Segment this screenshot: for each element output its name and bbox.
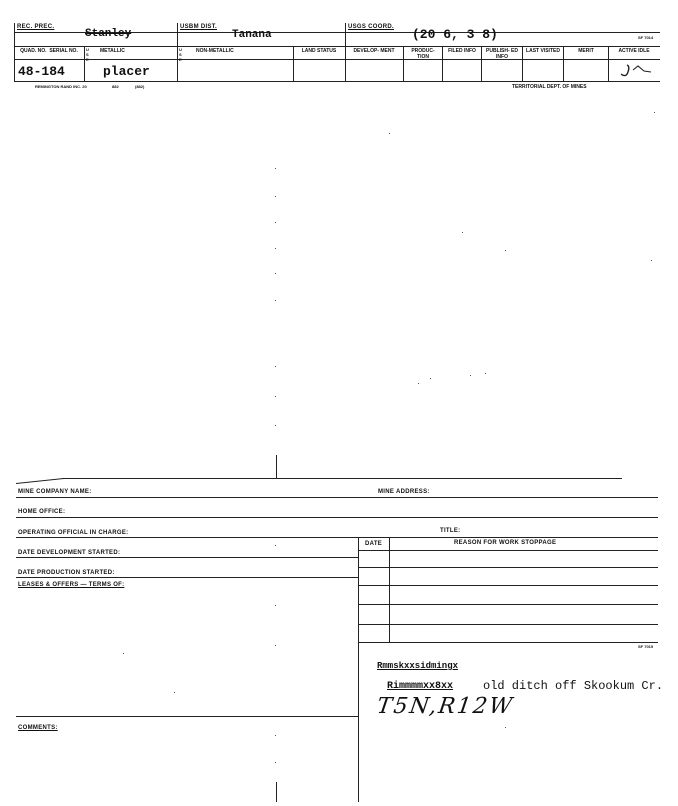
production-label: PRODUC- TION (411, 48, 435, 60)
speck (275, 273, 276, 274)
leases-offers-label: LEASES & OFFERS — TERMS OF: (18, 582, 125, 588)
rule (16, 537, 658, 538)
handwritten-township: T5N,R12W (375, 694, 516, 719)
col-divider (481, 46, 482, 81)
col-divider (403, 46, 404, 81)
speck (275, 168, 276, 169)
stoppage-date-divider (389, 537, 390, 642)
col-quad-serial (16, 48, 82, 54)
speck (275, 762, 276, 763)
speck (275, 366, 276, 367)
col-divider (442, 46, 443, 81)
stoppage-reason-header: REASON FOR WORK STOPPAGE (454, 540, 557, 546)
center-fold-mark (276, 455, 277, 478)
printer-mark: REMINGTON RAND INC. 20 (35, 84, 87, 89)
date-production-label: DATE PRODUCTION STARTED: (18, 570, 115, 576)
use-b-label: U S E (179, 47, 182, 62)
col-divider (293, 46, 294, 81)
filed-info-label: FILED INFO (448, 48, 476, 54)
stoppage-rule (358, 604, 658, 605)
struck-note-line1: Rmmskxxsidmingx (377, 661, 459, 671)
speck (275, 222, 276, 223)
use-a-label: U S E (86, 47, 89, 62)
speck (275, 396, 276, 397)
speck (123, 653, 124, 654)
usgs-coord-value: (20 6, 3 8) (412, 27, 498, 42)
home-office-label: HOME OFFICE: (18, 509, 66, 515)
col-divider (345, 23, 346, 81)
speck (275, 645, 276, 646)
speck (275, 605, 276, 606)
col-divider (522, 46, 523, 81)
form-code-top: SF 7014 (638, 35, 654, 40)
speck (275, 735, 276, 736)
speck (470, 375, 471, 376)
mine-company-name-label: MINE COMPANY NAME: (18, 489, 92, 495)
col-divider (177, 23, 178, 81)
active-idle-label: ACTIVE IDLE (618, 48, 650, 54)
development-label: DEVELOP- MENT (353, 48, 395, 54)
speck (505, 250, 506, 251)
stoppage-rule (358, 642, 658, 643)
speck (275, 425, 276, 426)
metallic-label: METALLIC (100, 48, 125, 54)
rule (16, 557, 358, 558)
merit-label: MERIT (578, 48, 594, 54)
check-mark-icon (618, 60, 654, 80)
speck (654, 112, 655, 113)
date-development-label: DATE DEVELOPMENT STARTED: (18, 550, 121, 556)
col-divider (608, 46, 609, 81)
usgs-coord-label: USGS COORD. (348, 24, 394, 30)
form-code-bottom: SF 7015 (638, 644, 654, 649)
rec-prec-label: REC. PREC. (17, 24, 55, 30)
speck (505, 727, 506, 728)
speck (430, 378, 431, 379)
location-note: old ditch off Skookum Cr. (483, 679, 664, 693)
quad-serial-value: 48-184 (18, 64, 65, 79)
speck (174, 692, 175, 693)
usbm-dist-label: USBM DIST. (180, 24, 218, 30)
quad-no-label: QUAD. NO. (20, 48, 47, 54)
metallic-value: placer (103, 64, 150, 79)
stoppage-rule (358, 624, 658, 625)
speck (485, 373, 486, 374)
printer-code-alt: (882) (135, 84, 145, 89)
non-metallic-label: NON-METALLIC (196, 48, 234, 54)
land-status-label: LAND STATUS (301, 48, 337, 54)
stoppage-rule (358, 567, 658, 568)
col-divider (84, 46, 85, 81)
stoppage-date-header: DATE (365, 541, 383, 547)
rule (16, 517, 658, 518)
operating-official-label: OPERATING OFFICIAL IN CHARGE: (18, 530, 129, 536)
struck-note-line2: Rimmmmxx8xx (387, 681, 454, 692)
rule (16, 716, 358, 717)
department-label: TERRITORIAL DEPT. OF MINES (512, 84, 587, 90)
comments-label: COMMENTS: (18, 725, 58, 731)
mine-address-label: MINE ADDRESS: (378, 489, 430, 495)
fold-rule-left (16, 478, 64, 484)
stoppage-rule (358, 585, 658, 586)
speck (462, 232, 463, 233)
rule (16, 577, 358, 578)
col-divider (14, 23, 15, 81)
serial-no-label: SERIAL NO. (49, 48, 78, 54)
center-fold-mark (276, 782, 277, 802)
record-bottom-rule (14, 81, 660, 82)
stoppage-rule (358, 550, 658, 551)
speck (651, 260, 652, 261)
rule (16, 497, 658, 498)
speck (275, 196, 276, 197)
speck (275, 248, 276, 249)
last-visited-label: LAST VISITED (526, 48, 560, 54)
title-label: TITLE: (440, 528, 461, 534)
fold-rule (62, 478, 622, 479)
stoppage-left-border (358, 537, 359, 802)
speck (275, 545, 276, 546)
published-info-label: PUBLISH- ED INFO (486, 48, 518, 60)
printer-code: 882 (112, 84, 119, 89)
speck (389, 133, 390, 134)
col-divider (563, 46, 564, 81)
speck (275, 300, 276, 301)
usbm-dist-value: Tanana (232, 29, 272, 41)
speck (418, 383, 419, 384)
stamp-name: Stanley (85, 28, 132, 40)
